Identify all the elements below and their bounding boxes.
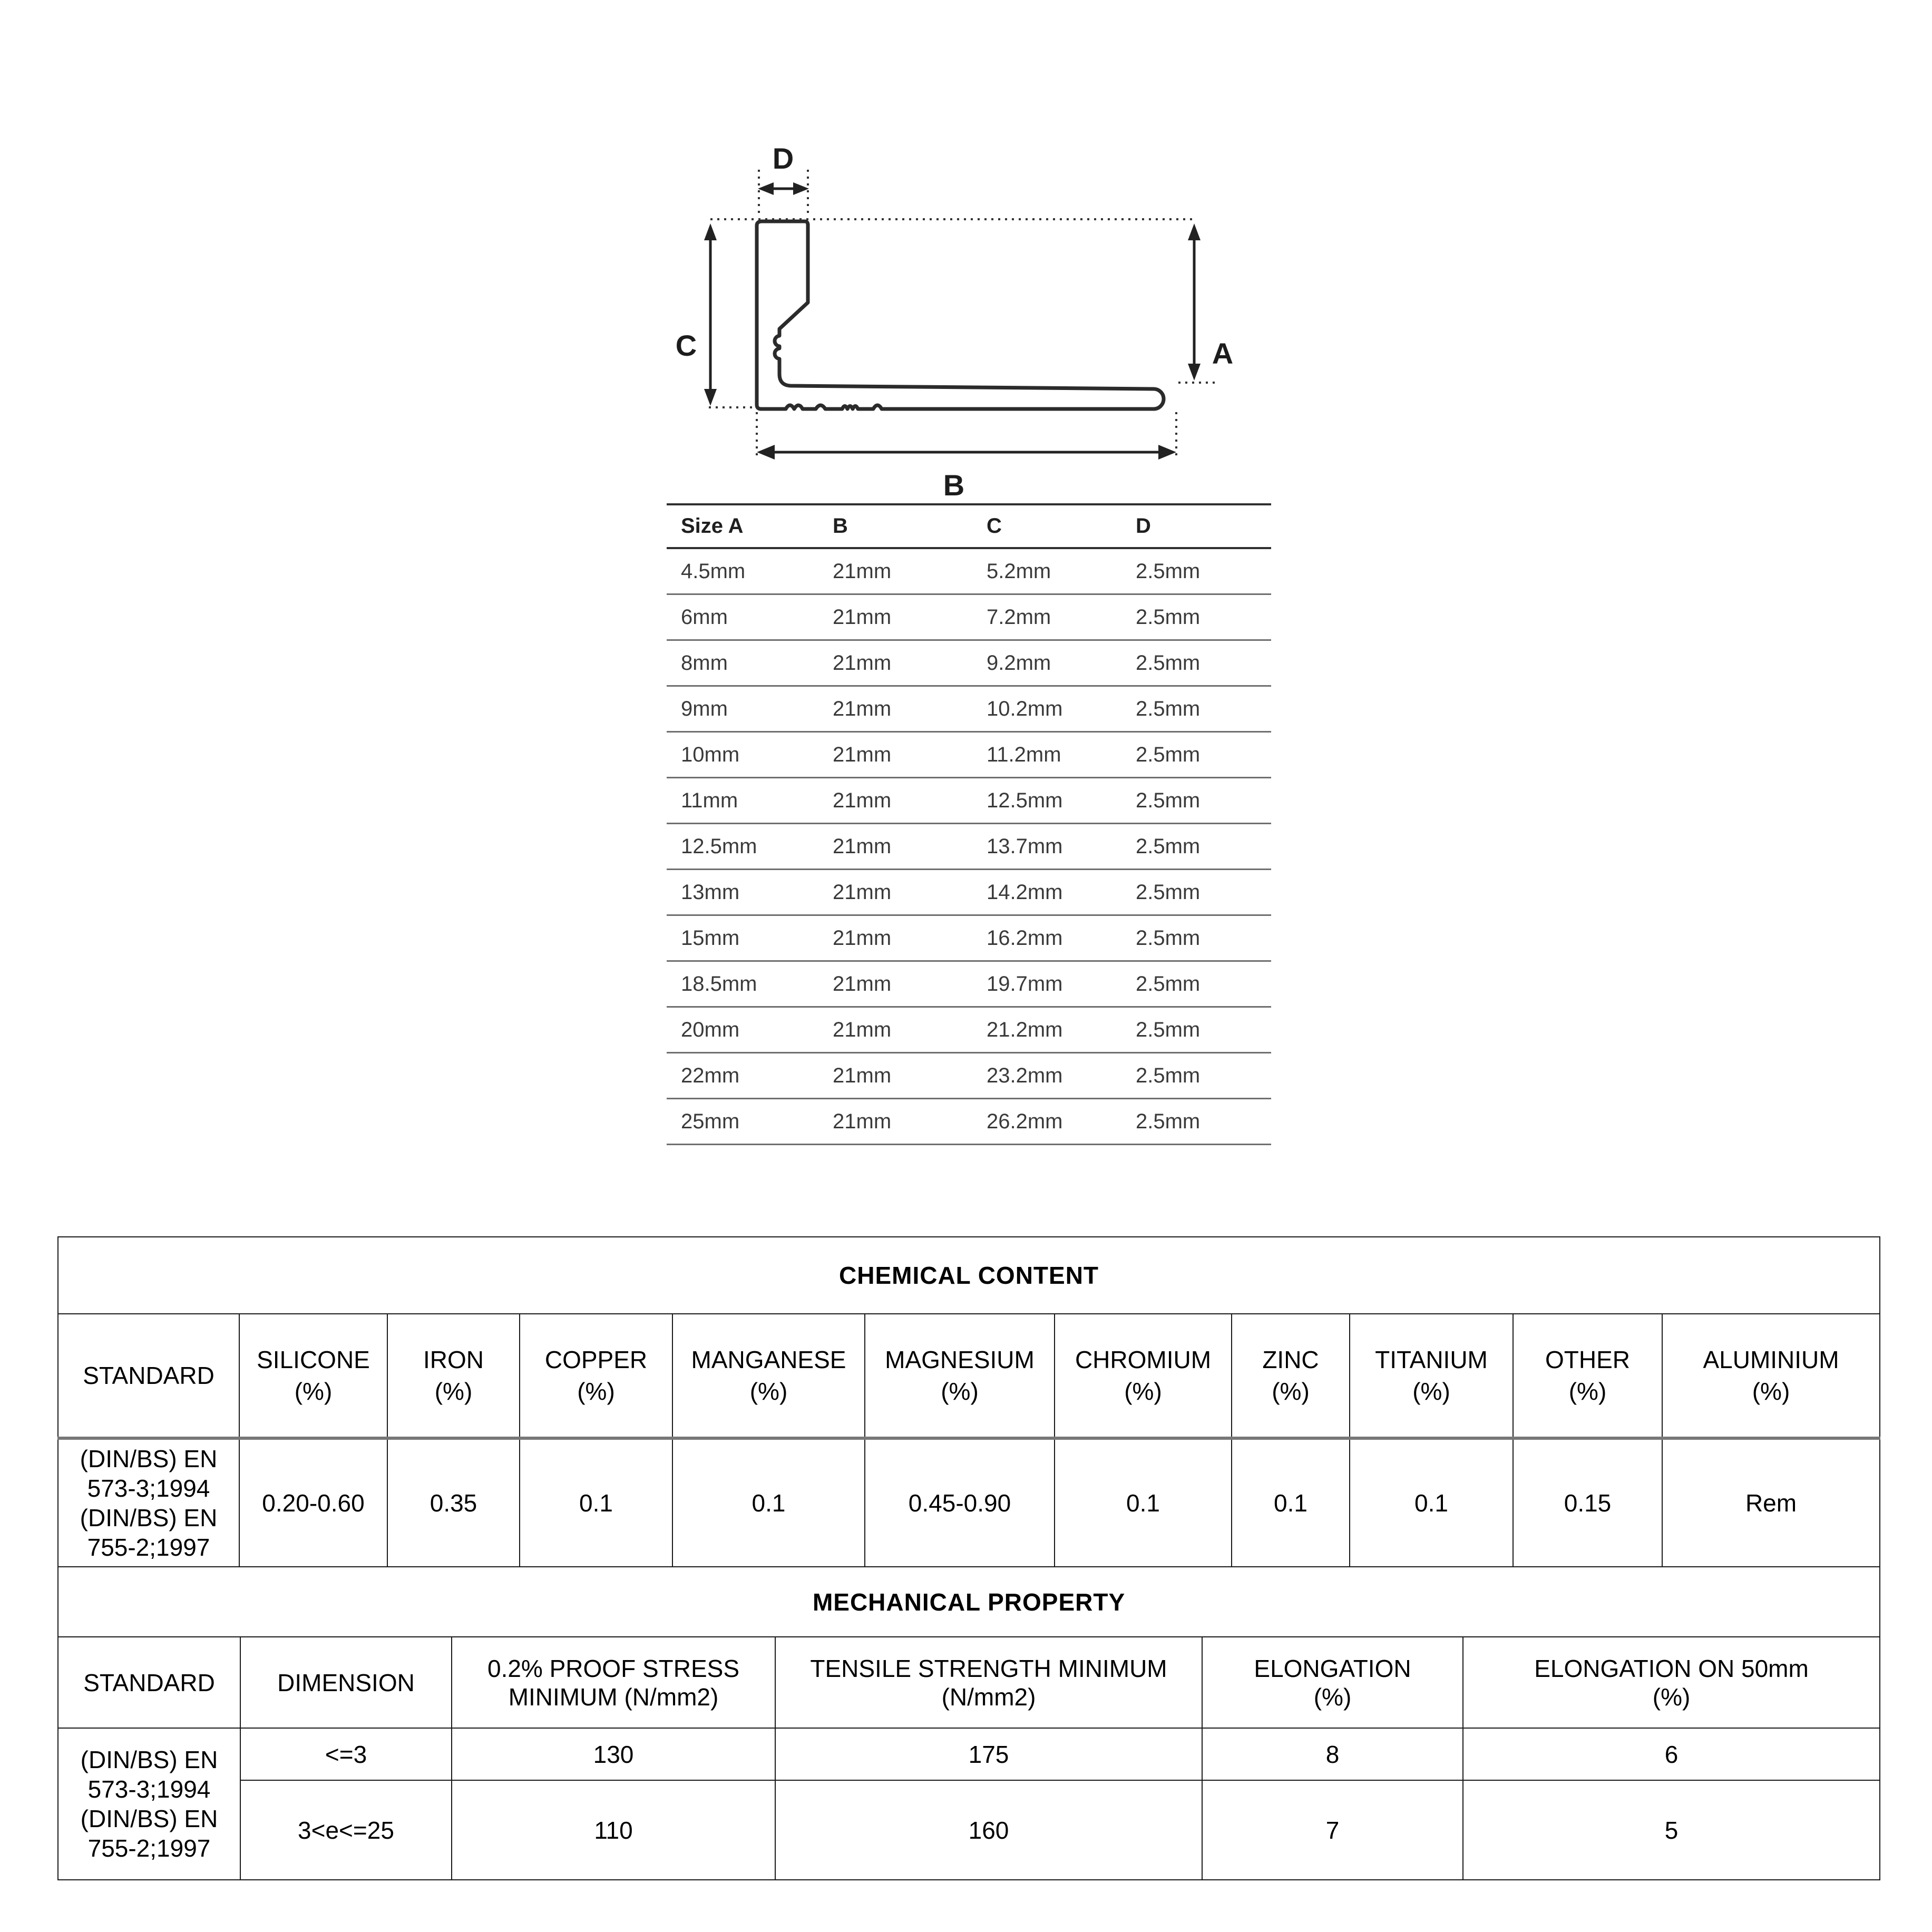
size-cell-b: 21mm	[833, 651, 892, 675]
size-cell-c: 10.2mm	[987, 697, 1063, 720]
chemical-content-table	[57, 1236, 1880, 1567]
size-cell-b: 21mm	[833, 834, 892, 858]
mech-row2-elongation-50mm: 5	[1463, 1780, 1880, 1880]
size-cell-c: 16.2mm	[987, 926, 1063, 950]
size-cell-b: 21mm	[833, 697, 892, 720]
size-table-body	[667, 549, 1271, 1145]
size-cell-a: 22mm	[681, 1063, 740, 1087]
chem-header-zinc: ZINC (%)	[1232, 1314, 1350, 1438]
chem-standard-value: (DIN/BS) EN 573-3;1994 (DIN/BS) EN 755-2;1997	[58, 1438, 239, 1567]
size-cell-b: 21mm	[833, 880, 892, 904]
chemical-title: CHEMICAL CONTENT	[58, 1237, 1880, 1314]
size-cell-b: 21mm	[833, 926, 892, 950]
chem-value-zinc: 0.1	[1232, 1438, 1350, 1567]
mech-row1-elongation: 8	[1202, 1728, 1463, 1780]
profile-diagram	[606, 47, 1302, 511]
mech-header-proof-stress: 0.2% PROOF STRESS MINIMUM (N/mm2)	[452, 1637, 775, 1728]
size-table-row	[667, 1008, 1271, 1053]
size-cell-b: 21mm	[833, 972, 892, 996]
mech-header-elongation: ELONGATION (%)	[1202, 1637, 1463, 1728]
size-cell-d: 2.5mm	[1136, 972, 1201, 996]
mech-row2-proof-stress: 110	[452, 1780, 775, 1880]
size-table	[667, 503, 1271, 1145]
size-table-row	[667, 916, 1271, 962]
size-cell-b: 21mm	[833, 605, 892, 629]
size-col-header-c: C	[987, 514, 1002, 538]
dim-arrow-d	[758, 182, 809, 195]
size-table-row	[667, 733, 1271, 778]
size-cell-d: 2.5mm	[1136, 1018, 1201, 1041]
b-label: B	[943, 469, 965, 502]
chem-header-chromium: CHROMIUM (%)	[1055, 1314, 1232, 1438]
mechanical-property-table	[57, 1566, 1880, 1880]
chem-value-copper: 0.1	[520, 1438, 672, 1567]
size-table-row	[667, 1053, 1271, 1099]
size-table-row	[667, 778, 1271, 824]
size-table-row	[667, 641, 1271, 687]
size-cell-b: 21mm	[833, 1063, 892, 1087]
size-cell-b: 21mm	[833, 1018, 892, 1041]
size-cell-a: 15mm	[681, 926, 740, 950]
size-cell-d: 2.5mm	[1136, 1109, 1201, 1133]
size-table-row	[667, 824, 1271, 870]
size-cell-a: 25mm	[681, 1109, 740, 1133]
size-cell-c: 19.7mm	[987, 972, 1063, 996]
dim-arrow-c	[704, 223, 717, 406]
size-col-header-d: D	[1136, 514, 1151, 538]
size-cell-a: 4.5mm	[681, 559, 746, 583]
size-cell-c: 11.2mm	[987, 743, 1061, 766]
size-cell-d: 2.5mm	[1136, 605, 1201, 629]
mech-header-elongation-50mm: ELONGATION ON 50mm (%)	[1463, 1637, 1880, 1728]
chem-header-copper: COPPER (%)	[520, 1314, 672, 1438]
size-cell-a: 6mm	[681, 605, 728, 629]
mechanical-title: MECHANICAL PROPERTY	[58, 1567, 1880, 1637]
size-cell-b: 21mm	[833, 559, 892, 583]
chem-value-magnesium: 0.45-0.90	[865, 1438, 1055, 1567]
mech-row1-dimension: <=3	[240, 1728, 452, 1780]
chem-value-aluminium: Rem	[1662, 1438, 1880, 1567]
c-label: C	[675, 329, 697, 362]
dim-arrow-a	[1188, 223, 1201, 380]
size-cell-c: 21.2mm	[987, 1018, 1063, 1041]
size-cell-d: 2.5mm	[1136, 834, 1201, 858]
size-cell-a: 20mm	[681, 1018, 740, 1041]
size-cell-d: 2.5mm	[1136, 743, 1201, 766]
chem-header-magnesium: MAGNESIUM (%)	[865, 1314, 1055, 1438]
chem-header-aluminium: ALUMINIUM (%)	[1662, 1314, 1880, 1438]
profile-diagram-svg	[606, 47, 1302, 511]
size-cell-d: 2.5mm	[1136, 651, 1201, 675]
chem-header-titanium: TITANIUM (%)	[1350, 1314, 1513, 1438]
size-cell-b: 21mm	[833, 1109, 892, 1133]
a-label: A	[1212, 337, 1234, 370]
mech-row1-proof-stress: 130	[452, 1728, 775, 1780]
chem-value-chromium: 0.1	[1055, 1438, 1232, 1567]
size-table-row	[667, 549, 1271, 595]
chem-header-manganese: MANGANESE (%)	[672, 1314, 865, 1438]
size-table-row	[667, 962, 1271, 1008]
size-cell-b: 21mm	[833, 788, 892, 812]
size-cell-a: 11mm	[681, 788, 738, 812]
mech-standard-value: (DIN/BS) EN 573-3;1994 (DIN/BS) EN 755-2;1997	[58, 1728, 240, 1880]
mech-header-tensile: TENSILE STRENGTH MINIMUM (N/mm2)	[775, 1637, 1202, 1728]
size-col-header-a: Size A	[681, 514, 744, 538]
size-cell-a: 9mm	[681, 697, 728, 720]
mech-row1-elongation-50mm: 6	[1463, 1728, 1880, 1780]
size-table-row	[667, 1099, 1271, 1145]
size-cell-b: 21mm	[833, 743, 892, 766]
mech-row1-tensile: 175	[775, 1728, 1202, 1780]
size-cell-c: 12.5mm	[987, 788, 1063, 812]
size-table-row	[667, 595, 1271, 641]
mech-row2-elongation: 7	[1202, 1780, 1463, 1880]
size-col-header-b: B	[833, 514, 848, 538]
chem-value-titanium: 0.1	[1350, 1438, 1513, 1567]
l-profile-outline	[757, 221, 1164, 409]
size-cell-a: 12.5mm	[681, 834, 757, 858]
chem-header-iron: IRON (%)	[387, 1314, 520, 1438]
size-cell-a: 10mm	[681, 743, 740, 766]
size-cell-a: 8mm	[681, 651, 728, 675]
size-cell-a: 13mm	[681, 880, 740, 904]
size-table-header	[667, 505, 1271, 549]
size-cell-c: 5.2mm	[987, 559, 1051, 583]
size-cell-c: 9.2mm	[987, 651, 1051, 675]
size-cell-c: 26.2mm	[987, 1109, 1063, 1133]
size-cell-c: 14.2mm	[987, 880, 1063, 904]
size-cell-d: 2.5mm	[1136, 1063, 1201, 1087]
mech-header-dimension: DIMENSION	[240, 1637, 452, 1728]
chem-header-silicone: SILICONE (%)	[239, 1314, 387, 1438]
chem-header-other: OTHER (%)	[1513, 1314, 1662, 1438]
chem-header-standard: STANDARD	[58, 1314, 239, 1438]
size-cell-d: 2.5mm	[1136, 788, 1201, 812]
dim-arrow-b	[757, 445, 1176, 460]
size-cell-c: 23.2mm	[987, 1063, 1063, 1087]
chem-value-iron: 0.35	[387, 1438, 520, 1567]
size-table-row	[667, 687, 1271, 733]
size-cell-a: 18.5mm	[681, 972, 757, 996]
chem-value-other: 0.15	[1513, 1438, 1662, 1567]
size-cell-d: 2.5mm	[1136, 697, 1201, 720]
mech-row2-tensile: 160	[775, 1780, 1202, 1880]
size-cell-c: 13.7mm	[987, 834, 1063, 858]
size-cell-c: 7.2mm	[987, 605, 1051, 629]
size-cell-d: 2.5mm	[1136, 926, 1201, 950]
chem-value-silicone: 0.20-0.60	[239, 1438, 387, 1567]
size-cell-d: 2.5mm	[1136, 880, 1201, 904]
size-cell-d: 2.5mm	[1136, 559, 1201, 583]
size-table-row	[667, 870, 1271, 916]
chem-value-manganese: 0.1	[672, 1438, 865, 1567]
mech-header-standard: STANDARD	[58, 1637, 240, 1728]
d-label: D	[772, 142, 794, 175]
mech-row2-dimension: 3<e<=25	[240, 1780, 452, 1880]
